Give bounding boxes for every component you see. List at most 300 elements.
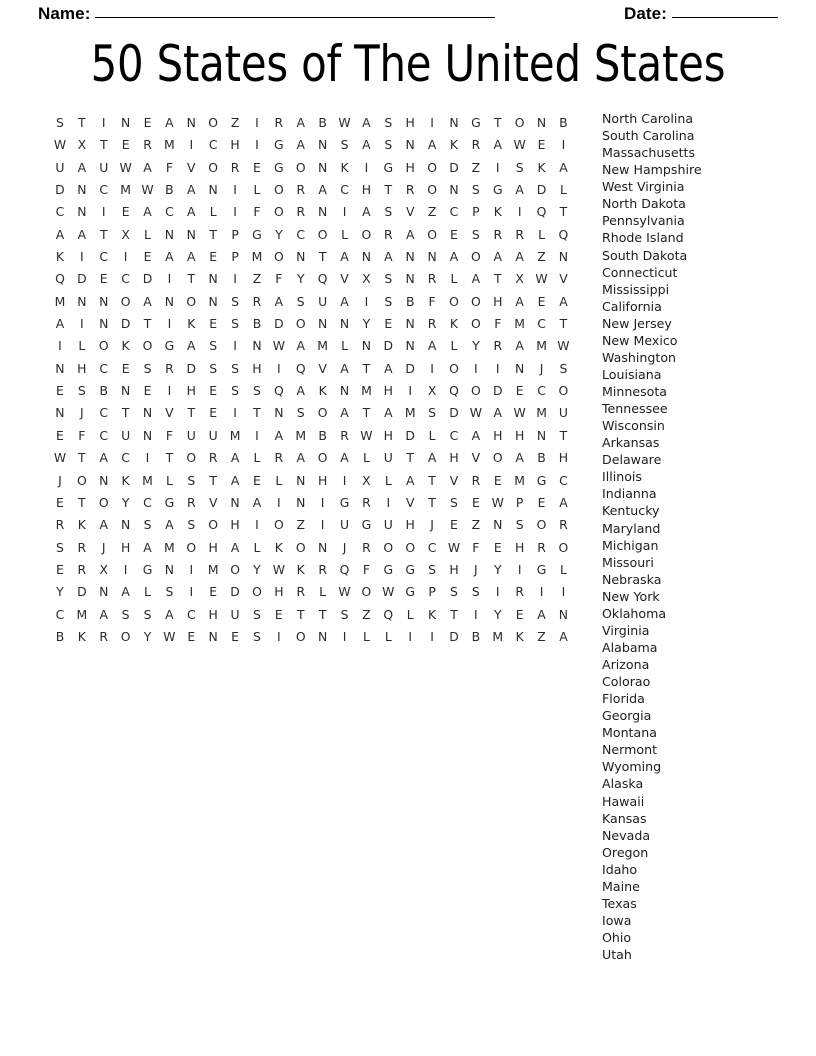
grid-cell[interactable]: A bbox=[340, 293, 349, 309]
grid-cell[interactable]: I bbox=[495, 159, 500, 175]
grid-cell[interactable]: N bbox=[317, 539, 328, 555]
grid-cell[interactable]: H bbox=[120, 539, 131, 555]
grid-cell[interactable]: W bbox=[272, 561, 285, 577]
grid-cell[interactable]: Z bbox=[537, 249, 546, 265]
grid-cell[interactable]: S bbox=[209, 360, 218, 376]
grid-cell[interactable]: M bbox=[251, 249, 263, 265]
grid-cell[interactable]: Q bbox=[339, 561, 350, 577]
grid-cell[interactable]: L bbox=[362, 628, 370, 644]
grid-cell[interactable]: S bbox=[187, 472, 196, 488]
grid-cell[interactable]: V bbox=[449, 472, 459, 488]
grid-cell[interactable]: V bbox=[187, 159, 196, 175]
grid-cell[interactable]: H bbox=[252, 360, 262, 376]
grid-cell[interactable]: N bbox=[120, 517, 131, 533]
grid-cell[interactable]: S bbox=[471, 226, 480, 242]
grid-cell[interactable]: R bbox=[384, 226, 393, 242]
grid-cell[interactable]: S bbox=[187, 517, 196, 533]
grid-cell[interactable]: Y bbox=[493, 561, 502, 577]
grid-cell[interactable]: D bbox=[142, 271, 153, 287]
word-bank-item[interactable]: Ohio bbox=[602, 930, 632, 945]
grid-cell[interactable]: E bbox=[56, 561, 64, 577]
grid-cell[interactable]: A bbox=[340, 360, 349, 376]
grid-cell[interactable]: T bbox=[209, 226, 217, 242]
word-bank-item[interactable]: Georgia bbox=[602, 708, 652, 724]
grid-cell[interactable]: L bbox=[275, 472, 283, 488]
grid-cell[interactable]: W bbox=[141, 182, 154, 198]
grid-cell[interactable]: G bbox=[361, 517, 372, 533]
grid-cell[interactable]: I bbox=[123, 561, 128, 577]
word-bank-item[interactable]: Louisiana bbox=[602, 366, 662, 382]
grid-cell[interactable]: J bbox=[101, 539, 106, 555]
grid-cell[interactable]: S bbox=[77, 383, 86, 399]
grid-cell[interactable]: Y bbox=[56, 584, 64, 600]
grid-cell[interactable]: D bbox=[274, 316, 284, 332]
grid-cell[interactable]: G bbox=[536, 561, 547, 577]
grid-cell[interactable]: T bbox=[493, 115, 502, 130]
grid-cell[interactable]: V bbox=[471, 450, 481, 466]
grid-cell[interactable]: N bbox=[405, 271, 415, 287]
grid-cell[interactable]: O bbox=[317, 226, 328, 242]
word-bank-item[interactable]: Michigan bbox=[602, 537, 659, 553]
word-bank-item[interactable]: Massachusetts bbox=[602, 145, 696, 161]
grid-cell[interactable]: U bbox=[208, 427, 218, 443]
grid-cell[interactable]: D bbox=[230, 584, 240, 600]
grid-cell[interactable]: E bbox=[515, 383, 524, 399]
grid-cell[interactable]: A bbox=[143, 539, 152, 555]
grid-cell[interactable]: W bbox=[491, 494, 504, 510]
grid-cell[interactable]: I bbox=[408, 383, 413, 399]
grid-cell[interactable]: I bbox=[101, 115, 106, 130]
grid-cell[interactable]: C bbox=[121, 271, 130, 287]
grid-cell[interactable]: A bbox=[121, 584, 130, 600]
grid-cell[interactable]: Z bbox=[537, 628, 546, 644]
grid-cell[interactable]: O bbox=[405, 539, 416, 555]
grid-cell[interactable]: S bbox=[471, 182, 480, 198]
grid-cell[interactable]: I bbox=[255, 427, 259, 443]
grid-cell[interactable]: E bbox=[56, 383, 64, 399]
grid-cell[interactable]: A bbox=[252, 494, 262, 510]
grid-cell[interactable]: U bbox=[383, 517, 393, 533]
grid-cell[interactable]: S bbox=[340, 137, 349, 153]
grid-cell[interactable]: N bbox=[99, 584, 109, 600]
grid-cell[interactable]: A bbox=[296, 338, 305, 354]
grid-cell[interactable]: O bbox=[449, 293, 459, 309]
grid-cell[interactable]: M bbox=[76, 606, 88, 622]
word-bank-item[interactable]: Nermont bbox=[602, 742, 658, 758]
grid-cell[interactable]: I bbox=[320, 517, 325, 533]
grid-cell[interactable]: U bbox=[99, 159, 109, 175]
grid-cell[interactable]: E bbox=[493, 472, 502, 488]
grid-cell[interactable]: A bbox=[77, 159, 87, 175]
grid-cell[interactable]: T bbox=[559, 204, 568, 220]
grid-cell[interactable]: S bbox=[384, 137, 393, 153]
grid-cell[interactable]: I bbox=[255, 137, 259, 153]
grid-cell[interactable]: J bbox=[539, 360, 544, 376]
grid-cell[interactable]: A bbox=[230, 450, 240, 466]
grid-cell[interactable]: D bbox=[405, 360, 415, 376]
word-bank-item[interactable]: Tennessee bbox=[602, 401, 668, 417]
grid-cell[interactable]: R bbox=[427, 316, 437, 332]
grid-cell[interactable]: Q bbox=[536, 204, 547, 220]
grid-cell[interactable]: F bbox=[362, 561, 370, 577]
grid-cell[interactable]: O bbox=[317, 405, 328, 421]
word-bank-item[interactable]: Connecticut bbox=[602, 264, 678, 280]
grid-cell[interactable]: A bbox=[187, 338, 196, 354]
grid-cell[interactable]: R bbox=[296, 182, 306, 198]
grid-cell[interactable]: N bbox=[99, 316, 109, 332]
grid-cell[interactable]: Q bbox=[558, 226, 569, 242]
grid-cell[interactable]: R bbox=[165, 360, 174, 376]
word-bank-item[interactable]: Oregon bbox=[602, 844, 649, 860]
grid-cell[interactable]: N bbox=[405, 316, 415, 332]
grid-cell[interactable]: I bbox=[80, 316, 84, 332]
grid-cell[interactable]: I bbox=[277, 360, 281, 376]
grid-cell[interactable]: N bbox=[186, 226, 196, 242]
grid-cell[interactable]: S bbox=[384, 204, 393, 220]
grid-cell[interactable]: T bbox=[318, 249, 327, 265]
grid-cell[interactable]: O bbox=[427, 226, 437, 242]
grid-cell[interactable]: A bbox=[99, 450, 108, 466]
grid-cell[interactable]: G bbox=[274, 137, 284, 153]
grid-cell[interactable]: U bbox=[339, 517, 350, 533]
word-bank-item[interactable]: Oklahoma bbox=[602, 605, 667, 621]
grid-cell[interactable]: E bbox=[121, 204, 130, 220]
grid-cell[interactable]: S bbox=[450, 494, 458, 510]
grid-cell[interactable]: R bbox=[340, 427, 349, 443]
grid-cell[interactable]: N bbox=[296, 249, 306, 265]
grid-cell[interactable]: K bbox=[449, 137, 459, 153]
grid-cell[interactable]: C bbox=[165, 204, 174, 220]
grid-cell[interactable]: A bbox=[362, 115, 371, 130]
grid-cell[interactable]: N bbox=[77, 182, 87, 198]
grid-cell[interactable]: I bbox=[189, 137, 194, 153]
grid-cell[interactable]: R bbox=[471, 472, 481, 488]
grid-cell[interactable]: U bbox=[186, 427, 196, 443]
grid-cell[interactable]: E bbox=[384, 316, 393, 332]
grid-cell[interactable]: D bbox=[186, 360, 197, 376]
grid-cell[interactable]: I bbox=[233, 182, 237, 198]
word-bank-item[interactable]: Texas bbox=[602, 895, 637, 911]
word-bank-item[interactable]: South Dakota bbox=[602, 247, 688, 263]
grid-cell[interactable]: N bbox=[317, 159, 328, 175]
grid-cell[interactable]: B bbox=[165, 182, 174, 198]
grid-cell[interactable]: T bbox=[165, 450, 174, 466]
grid-cell[interactable]: G bbox=[164, 494, 175, 510]
grid-cell[interactable]: O bbox=[470, 249, 481, 265]
grid-cell[interactable]: O bbox=[536, 517, 547, 533]
word-bank-item[interactable]: Delaware bbox=[602, 452, 662, 468]
grid-cell[interactable]: O bbox=[273, 182, 284, 198]
grid-cell[interactable]: M bbox=[295, 427, 307, 443]
grid-cell[interactable]: W bbox=[53, 450, 67, 466]
grid-cell[interactable]: T bbox=[362, 405, 371, 421]
grid-cell[interactable]: T bbox=[99, 137, 108, 153]
grid-cell[interactable]: I bbox=[277, 494, 281, 510]
grid-cell[interactable]: P bbox=[515, 494, 524, 510]
grid-cell[interactable]: L bbox=[78, 338, 86, 354]
grid-cell[interactable]: Y bbox=[275, 226, 283, 242]
grid-cell[interactable]: G bbox=[383, 561, 394, 577]
grid-cell[interactable]: C bbox=[121, 450, 130, 466]
word-bank-item[interactable]: Virginia bbox=[602, 622, 650, 638]
grid-cell[interactable]: I bbox=[233, 204, 237, 220]
word-bank-item[interactable]: South Carolina bbox=[602, 128, 695, 144]
grid-cell[interactable]: W bbox=[53, 137, 67, 153]
grid-cell[interactable]: B bbox=[537, 450, 546, 466]
grid-cell[interactable]: T bbox=[78, 115, 86, 130]
grid-cell[interactable]: N bbox=[77, 293, 87, 309]
grid-cell[interactable]: N bbox=[558, 606, 569, 622]
grid-cell[interactable]: N bbox=[317, 316, 328, 332]
grid-cell[interactable]: X bbox=[77, 137, 87, 153]
grid-cell[interactable]: L bbox=[362, 450, 370, 466]
grid-cell[interactable]: J bbox=[58, 472, 62, 488]
grid-cell[interactable]: A bbox=[427, 450, 437, 466]
grid-cell[interactable]: S bbox=[296, 293, 305, 309]
grid-cell[interactable]: O bbox=[514, 115, 525, 130]
grid-cell[interactable]: I bbox=[561, 137, 566, 153]
grid-cell[interactable]: F bbox=[165, 159, 173, 175]
grid-cell[interactable]: N bbox=[164, 561, 175, 577]
grid-cell[interactable]: R bbox=[515, 584, 524, 600]
grid-cell[interactable]: O bbox=[186, 539, 197, 555]
grid-cell[interactable]: C bbox=[99, 360, 109, 376]
grid-cell[interactable]: K bbox=[121, 472, 130, 488]
grid-cell[interactable]: H bbox=[230, 137, 240, 153]
grid-cell[interactable]: H bbox=[449, 561, 459, 577]
grid-cell[interactable]: Q bbox=[383, 606, 394, 622]
grid-cell[interactable]: J bbox=[80, 405, 84, 421]
grid-cell[interactable]: H bbox=[361, 182, 372, 198]
grid-cell[interactable]: L bbox=[209, 204, 217, 220]
grid-cell[interactable]: U bbox=[121, 427, 131, 443]
grid-cell[interactable]: R bbox=[471, 137, 481, 153]
grid-cell[interactable]: L bbox=[384, 628, 392, 644]
grid-cell[interactable]: L bbox=[144, 226, 151, 242]
grid-cell[interactable]: I bbox=[561, 584, 566, 600]
grid-cell[interactable]: I bbox=[123, 249, 128, 265]
grid-cell[interactable]: Q bbox=[317, 271, 328, 287]
grid-cell[interactable]: E bbox=[209, 405, 218, 421]
grid-cell[interactable]: S bbox=[384, 115, 393, 130]
grid-cell[interactable]: R bbox=[99, 628, 109, 644]
grid-cell[interactable]: I bbox=[189, 561, 194, 577]
grid-cell[interactable]: R bbox=[427, 271, 437, 287]
grid-cell[interactable]: D bbox=[449, 405, 459, 421]
grid-cell[interactable]: Y bbox=[472, 338, 480, 354]
grid-cell[interactable]: X bbox=[362, 271, 371, 287]
grid-cell[interactable]: T bbox=[384, 182, 393, 198]
word-bank-item[interactable]: Utah bbox=[602, 947, 632, 963]
grid-cell[interactable]: Z bbox=[471, 517, 481, 533]
word-bank-item[interactable]: Alaska bbox=[602, 776, 644, 792]
grid-cell[interactable]: A bbox=[537, 606, 546, 622]
grid-cell[interactable]: O bbox=[98, 338, 109, 354]
grid-cell[interactable]: I bbox=[277, 628, 281, 644]
grid-cell[interactable]: I bbox=[167, 271, 172, 287]
grid-cell[interactable]: G bbox=[536, 472, 547, 488]
grid-cell[interactable]: T bbox=[362, 360, 371, 376]
word-bank-item[interactable]: Washington bbox=[602, 349, 677, 365]
grid-cell[interactable]: L bbox=[384, 472, 392, 488]
grid-cell[interactable]: M bbox=[536, 338, 547, 354]
grid-cell[interactable]: G bbox=[164, 338, 175, 354]
word-bank-item[interactable]: Colorao bbox=[602, 674, 651, 690]
grid-cell[interactable]: H bbox=[514, 539, 525, 555]
grid-cell[interactable]: V bbox=[405, 204, 415, 220]
grid-cell[interactable]: I bbox=[364, 159, 369, 175]
grid-cell[interactable]: U bbox=[318, 293, 328, 309]
grid-cell[interactable]: O bbox=[142, 338, 153, 354]
grid-cell[interactable]: A bbox=[471, 427, 481, 443]
grid-cell[interactable]: A bbox=[165, 606, 174, 622]
grid-cell[interactable]: T bbox=[187, 405, 196, 421]
grid-cell[interactable]: I bbox=[255, 115, 259, 130]
grid-cell[interactable]: O bbox=[295, 539, 306, 555]
grid-cell[interactable]: A bbox=[405, 472, 415, 488]
grid-cell[interactable]: I bbox=[430, 360, 434, 376]
grid-cell[interactable]: T bbox=[559, 316, 568, 332]
grid-cell[interactable]: I bbox=[386, 494, 391, 510]
grid-cell[interactable]: F bbox=[253, 204, 261, 220]
grid-cell[interactable]: D bbox=[55, 182, 65, 198]
grid-cell[interactable]: W bbox=[360, 427, 373, 443]
grid-cell[interactable]: W bbox=[382, 584, 395, 600]
word-bank-item[interactable]: Florida bbox=[602, 691, 645, 707]
grid-cell[interactable]: A bbox=[165, 517, 174, 533]
grid-cell[interactable]: O bbox=[208, 115, 219, 130]
word-bank-item[interactable]: Pennsylvania bbox=[602, 213, 685, 229]
grid-cell[interactable]: C bbox=[99, 405, 109, 421]
grid-cell[interactable]: G bbox=[383, 159, 394, 175]
grid-cell[interactable]: S bbox=[559, 360, 568, 376]
grid-cell[interactable]: H bbox=[405, 115, 415, 130]
grid-cell[interactable]: N bbox=[558, 249, 569, 265]
grid-cell[interactable]: F bbox=[472, 539, 480, 555]
grid-cell[interactable]: T bbox=[187, 271, 196, 287]
grid-cell[interactable]: P bbox=[428, 584, 436, 600]
grid-cell[interactable]: O bbox=[361, 226, 372, 242]
grid-cell[interactable]: A bbox=[230, 539, 240, 555]
grid-cell[interactable]: N bbox=[515, 360, 525, 376]
grid-cell[interactable]: O bbox=[295, 316, 306, 332]
grid-cell[interactable]: S bbox=[143, 360, 152, 376]
word-bank-item[interactable]: Kansas bbox=[602, 810, 647, 826]
grid-cell[interactable]: A bbox=[165, 249, 174, 265]
grid-cell[interactable]: O bbox=[558, 383, 569, 399]
grid-cell[interactable]: F bbox=[494, 316, 502, 332]
grid-cell[interactable]: L bbox=[341, 338, 348, 354]
grid-cell[interactable]: L bbox=[559, 182, 567, 198]
word-bank-item[interactable]: New Mexico bbox=[602, 332, 678, 348]
grid-cell[interactable]: M bbox=[54, 293, 66, 309]
grid-cell[interactable]: A bbox=[515, 249, 524, 265]
grid-cell[interactable]: N bbox=[361, 249, 372, 265]
grid-cell[interactable]: Y bbox=[362, 316, 371, 332]
grid-cell[interactable]: O bbox=[470, 383, 481, 399]
word-bank-item[interactable]: Idaho bbox=[602, 861, 638, 877]
grid-cell[interactable]: I bbox=[101, 204, 106, 220]
grid-cell[interactable]: N bbox=[120, 383, 131, 399]
grid-cell[interactable]: M bbox=[164, 137, 175, 153]
grid-cell[interactable]: Q bbox=[273, 383, 284, 399]
grid-cell[interactable]: L bbox=[341, 226, 348, 242]
grid-cell[interactable]: A bbox=[143, 293, 152, 309]
grid-cell[interactable]: S bbox=[428, 405, 437, 421]
grid-cell[interactable]: K bbox=[493, 204, 502, 220]
grid-cell[interactable]: A bbox=[515, 450, 524, 466]
grid-cell[interactable]: E bbox=[450, 517, 458, 533]
grid-cell[interactable]: R bbox=[515, 226, 524, 242]
grid-cell[interactable]: W bbox=[513, 137, 526, 153]
word-bank-item[interactable]: Wisconsin bbox=[602, 418, 665, 434]
grid-cell[interactable]: N bbox=[230, 494, 240, 510]
grid-cell[interactable]: A bbox=[515, 182, 524, 198]
grid-cell[interactable]: T bbox=[296, 606, 305, 622]
grid-cell[interactable]: H bbox=[317, 472, 328, 488]
grid-cell[interactable]: I bbox=[495, 360, 500, 376]
grid-cell[interactable]: E bbox=[274, 606, 283, 622]
grid-cell[interactable]: R bbox=[208, 450, 218, 466]
grid-cell[interactable]: E bbox=[493, 539, 502, 555]
grid-cell[interactable]: T bbox=[209, 472, 217, 488]
grid-cell[interactable]: N bbox=[317, 628, 328, 644]
grid-cell[interactable]: H bbox=[493, 427, 503, 443]
grid-cell[interactable]: G bbox=[252, 226, 262, 242]
date-write-line[interactable] bbox=[672, 17, 778, 18]
grid-cell[interactable]: T bbox=[253, 405, 261, 421]
grid-cell[interactable]: G bbox=[471, 115, 481, 130]
grid-cell[interactable]: N bbox=[405, 249, 415, 265]
grid-cell[interactable]: M bbox=[536, 405, 547, 421]
grid-cell[interactable]: N bbox=[99, 293, 109, 309]
grid-cell[interactable]: O bbox=[449, 360, 459, 376]
grid-cell[interactable]: S bbox=[253, 383, 261, 399]
grid-cell[interactable]: U bbox=[383, 450, 393, 466]
grid-cell[interactable]: T bbox=[406, 450, 414, 466]
grid-cell[interactable]: H bbox=[208, 539, 218, 555]
grid-cell[interactable]: V bbox=[318, 360, 327, 376]
grid-cell[interactable]: H bbox=[186, 383, 196, 399]
grid-cell[interactable]: M bbox=[229, 427, 241, 443]
grid-cell[interactable]: C bbox=[55, 606, 65, 622]
grid-cell[interactable]: A bbox=[559, 159, 568, 175]
grid-cell[interactable]: W bbox=[338, 115, 351, 130]
grid-cell[interactable]: K bbox=[449, 316, 459, 332]
grid-cell[interactable]: C bbox=[55, 204, 65, 220]
grid-cell[interactable]: Z bbox=[252, 271, 262, 287]
word-bank-item[interactable]: Nevada bbox=[602, 827, 651, 843]
word-bank-item[interactable]: Nebraska bbox=[602, 571, 662, 587]
grid-cell[interactable]: T bbox=[78, 450, 86, 466]
grid-cell[interactable]: A bbox=[165, 115, 174, 130]
grid-cell[interactable]: A bbox=[493, 137, 502, 153]
grid-cell[interactable]: R bbox=[296, 204, 306, 220]
grid-cell[interactable]: N bbox=[296, 472, 306, 488]
grid-cell[interactable]: U bbox=[558, 405, 568, 421]
grid-cell[interactable]: D bbox=[77, 271, 87, 287]
grid-cell[interactable]: E bbox=[56, 494, 64, 510]
grid-cell[interactable]: T bbox=[143, 316, 152, 332]
word-bank-item[interactable]: Minnesota bbox=[602, 384, 667, 399]
grid-cell[interactable]: Y bbox=[493, 606, 502, 622]
grid-cell[interactable]: H bbox=[514, 427, 525, 443]
grid-cell[interactable]: S bbox=[450, 584, 458, 600]
grid-cell[interactable]: E bbox=[537, 137, 546, 153]
grid-cell[interactable]: C bbox=[559, 472, 568, 488]
grid-cell[interactable]: I bbox=[430, 628, 434, 644]
grid-cell[interactable]: E bbox=[209, 249, 218, 265]
